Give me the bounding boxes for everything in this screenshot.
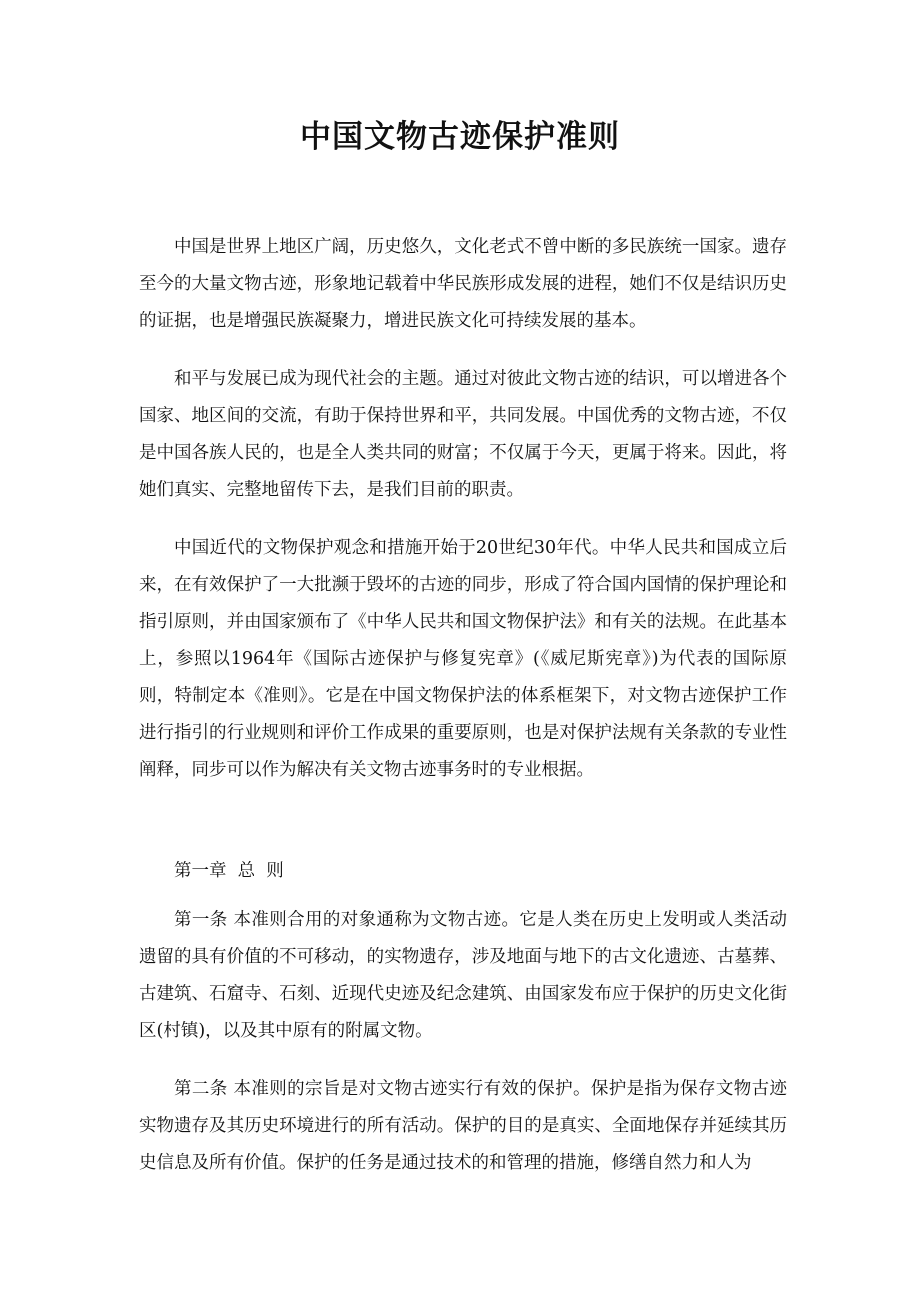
chapter-heading: 第一章 总 则 (174, 861, 284, 881)
document-body (139, 229, 787, 1203)
article-2: 第二条 本准则的宗旨是对文物古迹实行有效的保护。保护是指为保存文物古迹实物遗存及其历史环境进行的所有活动。保护的目的是真实、全面地保存并延续其历史信息及所有价值。保护的任务是通过技术的和管理的措施，修缮自然力和人为 (139, 1079, 787, 1173)
preface-paragraph-2: 和平与发展已成为现代社会的主题。通过对彼此文物古迹的结识，可以增进各个国家、地区间的交流，有助于保持世界和平，共同发展。中国优秀的文物古迹，不仅是中国各族人民的，也是全人类共同的财富；不仅属于今天，更属于将来。因此，将她们真实、完整地留传下去，是我们目前的职责。 (139, 369, 787, 500)
document-title: 中国文物古迹保护准则 (300, 119, 620, 155)
article-1: 第一条 本准则合用的对象通称为文物古迹。它是人类在历史上发明或人类活动遗留的具有价值的不可移动，的实物遗存，涉及地面与地下的古文化遗迹、古墓葬、古建筑、石窟寺、石刻、近现代史迹及纪念建筑、由国家发布应于保护的历史文化街区(村镇)，以及其中原有的附属文物。 (139, 910, 787, 1041)
preface-paragraph-1: 中国是世界上地区广阔，历史悠久，文化老式不曾中断的多民族统一国家。遗存至今的大量文物古迹，形象地记载着中华民族形成发展的进程，她们不仅是结识历史的证据，也是增强民族凝聚力，增进民族文化可持续发展的基本。 (139, 237, 787, 331)
preface-paragraph-3: 中国近代的文物保护观念和措施开始于20世纪30年代。中华人民共和国成立后来，在有效保护了一大批濒于毁坏的古迹的同步，形成了符合国内国情的保护理论和指引原则，并由国家颁布了《中华人民共和国文物保护法》和有关的法规。在此基本上，参照以1964年《国际古迹保护与修复宪章》(《威尼斯宪章》)为代表的国际原则，特制定本《准则》。它是在中国文物保护法的体系框架下，对文物古迹保护工作进行指引的行业规则和评价工作成果的重要原则，也是对保护法规有关条款的专业性阐释，同步可以作为解决有关文物古迹事务时的专业根据。 (139, 538, 787, 780)
